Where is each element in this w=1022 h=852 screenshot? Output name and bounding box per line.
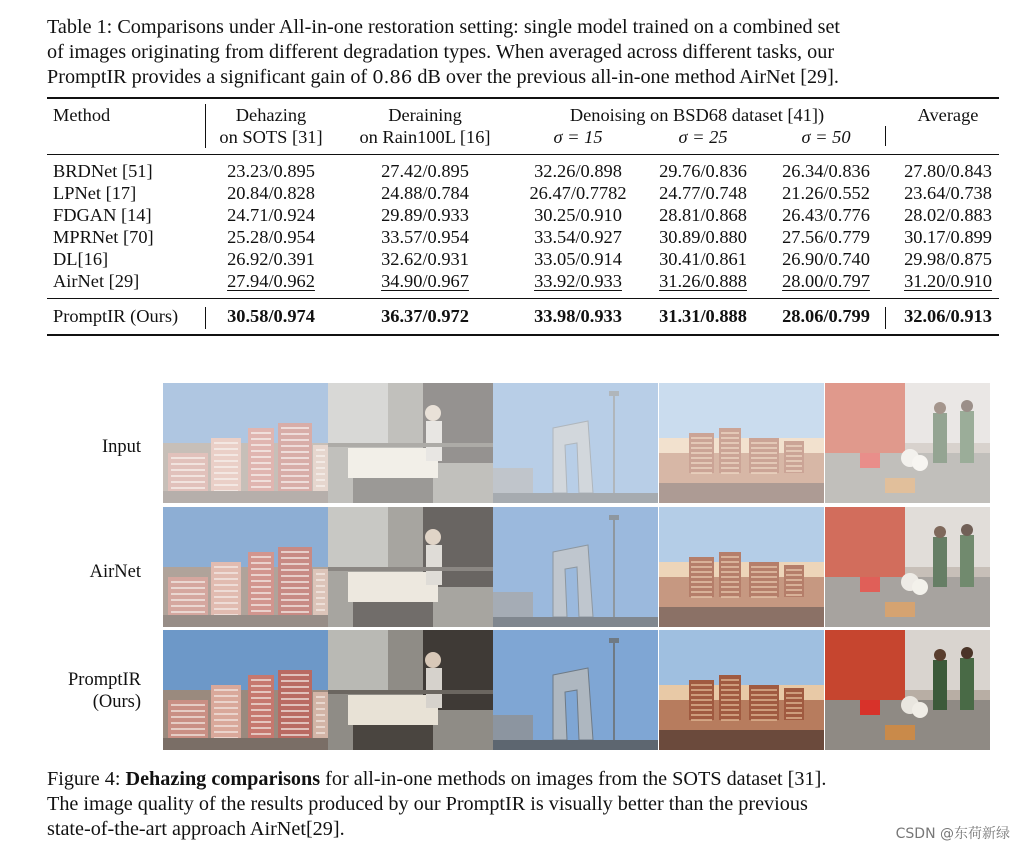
row-method: BRDNet [51] — [53, 161, 153, 181]
row-cell-second-best: 28.00/0.797 — [782, 271, 870, 291]
row-method: MPRNet [70] — [53, 227, 154, 247]
row-cell-best: 32.06/0.913 — [904, 306, 992, 326]
row-method: AirNet [29] — [53, 271, 140, 291]
header-dehazing: Dehazing — [235, 105, 307, 125]
row-cell: 27.80/0.843 — [904, 161, 992, 181]
watermark: CSDN @东荷新绿 — [895, 826, 1010, 842]
row-cell: 28.81/0.868 — [659, 205, 747, 225]
table-caption-line-2: of images originating from different degradation types. When averaged across different tasks, our — [47, 41, 835, 63]
row-cell: 33.54/0.927 — [534, 227, 622, 247]
row-cell-best: 28.06/0.799 — [782, 306, 870, 326]
header-sigma-25: σ = 25 — [678, 127, 728, 147]
header-sigma-50: σ = 50 — [801, 127, 851, 147]
row-label-input: Input — [101, 437, 141, 457]
image-airnet-street — [328, 507, 493, 627]
image-input-market — [825, 383, 990, 503]
dehazing-figure — [0, 383, 1022, 753]
row-cell: 28.02/0.883 — [904, 205, 992, 225]
image-promptir-market — [825, 630, 990, 750]
image-input-tower — [493, 383, 658, 503]
top-rule — [47, 97, 999, 99]
image-promptir-tower — [493, 630, 658, 750]
image-airnet-skyline — [659, 507, 824, 627]
row-cell: 26.47/0.7782 — [529, 183, 627, 203]
row-label-airnet: AirNet — [89, 562, 141, 582]
row-method: LPNet [17] — [53, 183, 137, 203]
header-sigma-15: σ = 15 — [553, 127, 603, 147]
image-airnet-market — [825, 507, 990, 627]
header-divider — [205, 104, 206, 148]
image-airnet-tower — [493, 507, 658, 627]
row-cell: 30.25/0.910 — [534, 205, 622, 225]
table-caption-line-3: PromptIR provides a significant gain of 0.86 dB over the previous all-in-one method AirNet [29]. — [47, 66, 839, 88]
row-cell-best: 30.58/0.974 — [227, 306, 315, 326]
figure-caption — [47, 767, 999, 842]
row-cell-second-best: 31.26/0.888 — [659, 271, 747, 291]
figure-caption-line-1: Figure 4: Dehazing comparisons for all-in-one methods on images from the SOTS dataset [31]. — [47, 768, 827, 790]
row-cell: 27.42/0.895 — [381, 161, 469, 181]
row-cell: 30.89/0.880 — [659, 227, 747, 247]
row-cell: 29.98/0.875 — [904, 249, 992, 269]
header-denoising: Denoising on BSD68 dataset [41]) — [569, 105, 825, 125]
row-cell: 24.88/0.784 — [381, 183, 469, 203]
bottom-rule — [47, 334, 999, 336]
row-cell-second-best: 33.92/0.933 — [534, 271, 622, 291]
figure-caption-line-3: state-of-the-art approach AirNet[29]. — [47, 818, 345, 840]
row-label-promptir: PromptIR — [68, 670, 141, 690]
image-input-skyline — [659, 383, 824, 503]
row-cell: 24.77/0.748 — [659, 183, 747, 203]
header-average: Average — [917, 105, 979, 125]
row-cell: 32.62/0.931 — [381, 249, 469, 269]
table-caption-line-1: Table 1: Comparisons under All-in-one restoration setting: single model trained on a combined set — [47, 16, 841, 38]
row-cell: 21.26/0.552 — [782, 183, 870, 203]
header-method: Method — [53, 105, 111, 125]
figure-caption-bold: Dehazing comparisons — [125, 768, 321, 790]
row-cell: 27.56/0.779 — [782, 227, 870, 247]
row-cell: 20.84/0.828 — [227, 183, 315, 203]
header-dehazing-dataset: on SOTS [31] — [219, 127, 323, 147]
row-cell-second-best: 27.94/0.962 — [227, 271, 315, 291]
gain-value: 0.86 — [372, 67, 413, 88]
row-cell: 25.28/0.954 — [227, 227, 315, 247]
row-cell: 33.57/0.954 — [381, 227, 469, 247]
image-input-city — [163, 383, 328, 503]
header-deraining-dataset: on Rain100L [16] — [359, 127, 491, 147]
header-deraining: Deraining — [388, 105, 462, 125]
ours-rule — [47, 298, 999, 299]
row-cell-second-best: 34.90/0.967 — [381, 271, 469, 291]
row-cell-best: 31.31/0.888 — [659, 306, 747, 326]
row-cell: 23.64/0.738 — [904, 183, 992, 203]
row-cell: 26.34/0.836 — [782, 161, 870, 181]
ours-divider — [205, 307, 206, 329]
image-promptir-street — [328, 630, 493, 750]
row-cell: 33.05/0.914 — [534, 249, 622, 269]
row-cell: 29.76/0.836 — [659, 161, 747, 181]
row-method: DL[16] — [53, 249, 109, 269]
ours-divider — [885, 307, 886, 329]
row-label-ours: (Ours) — [92, 692, 141, 712]
header-divider — [885, 126, 886, 146]
figure-caption-line-2: The image quality of the results produced by our PromptIR is visually better than the previous — [47, 793, 808, 815]
image-promptir-skyline — [659, 630, 824, 750]
row-cell: 26.90/0.740 — [782, 249, 870, 269]
header-rule — [47, 154, 999, 155]
row-method: FDGAN [14] — [53, 205, 152, 225]
row-cell-best: 33.98/0.933 — [534, 306, 622, 326]
row-cell: 23.23/0.895 — [227, 161, 315, 181]
row-cell-second-best: 31.20/0.910 — [904, 271, 992, 291]
image-input-street — [328, 383, 493, 503]
row-cell: 30.41/0.861 — [659, 249, 747, 269]
row-cell: 26.43/0.776 — [782, 205, 870, 225]
row-cell: 24.71/0.924 — [227, 205, 315, 225]
row-cell: 26.92/0.391 — [227, 249, 315, 269]
row-cell-best: 36.37/0.972 — [381, 306, 469, 326]
image-airnet-city — [163, 507, 328, 627]
row-cell: 29.89/0.933 — [381, 205, 469, 225]
table-caption — [47, 15, 999, 90]
image-promptir-city — [163, 630, 328, 750]
row-method: PromptIR (Ours) — [53, 306, 179, 326]
row-cell: 30.17/0.899 — [904, 227, 992, 247]
row-cell: 32.26/0.898 — [534, 161, 622, 181]
